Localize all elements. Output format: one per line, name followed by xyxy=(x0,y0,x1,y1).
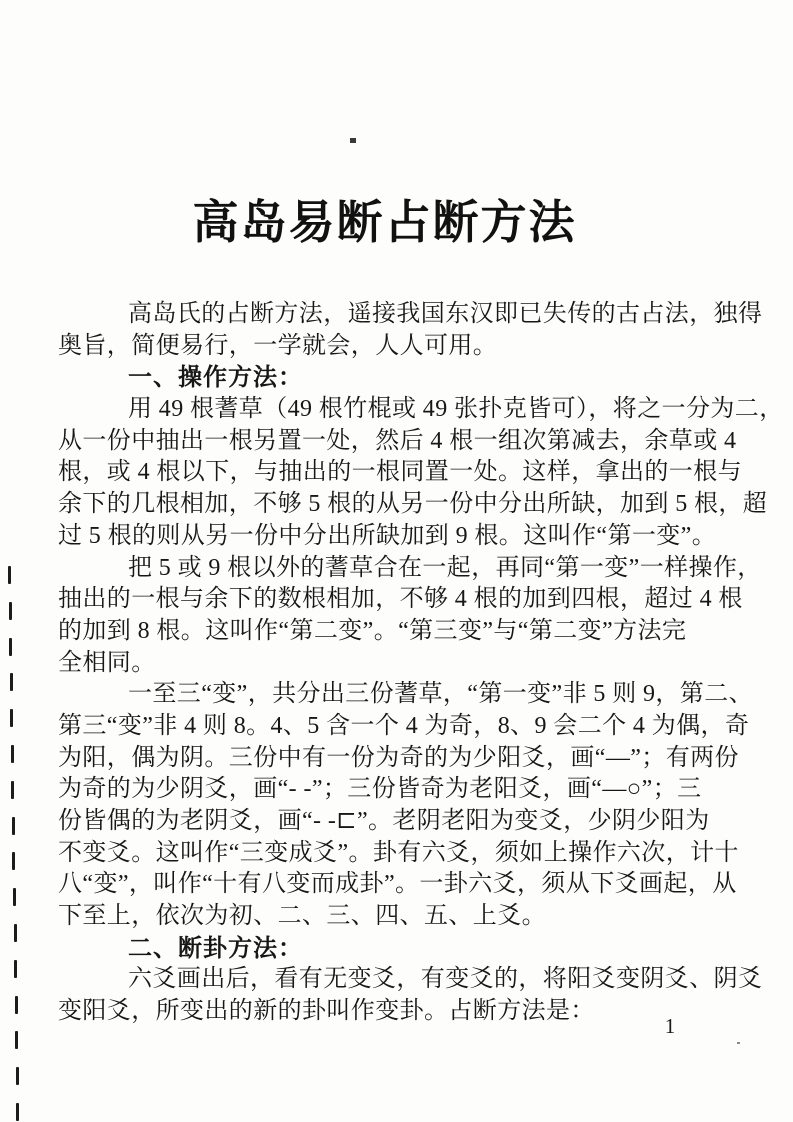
text-line: 根，或 4 根以下，与抽出的一根同置一处。这样，拿出的一根与 xyxy=(58,459,742,486)
binding-mark xyxy=(10,673,13,691)
binding-mark xyxy=(10,709,13,727)
page-number: 1 xyxy=(664,1014,676,1038)
text-line: 全相同。 xyxy=(58,649,156,676)
section-heading: 二、断卦方法： xyxy=(128,934,303,962)
text-line: 的加到 8 根。这叫作“第二变”。“第三变”与“第二变”方法完 xyxy=(58,617,687,644)
binding-mark xyxy=(11,781,14,799)
binding-mark xyxy=(13,888,16,906)
binding-mark xyxy=(8,566,11,584)
text-line: 变阳爻，所变出的新的卦叫作变卦。占断方法是： xyxy=(58,998,595,1025)
text-line: 为奇的为少阴爻，画“- -”；三份皆奇为老阳爻，画“—○”；三 xyxy=(58,776,702,803)
scan-speck xyxy=(350,138,356,143)
text-line: 一至三“变”，共分出三份蓍草，“第一变”非 5 则 9，第二、 xyxy=(128,681,754,708)
text-line: 份皆偶的为老阴爻，画“- -⊏”。老阴老阳为变爻，少阴少阳为 xyxy=(58,808,710,834)
scan-speck xyxy=(737,1042,740,1044)
text-line: 把 5 或 9 根以外的蓍草合在一起，再同“第一变”一样操作， xyxy=(128,554,762,581)
text-line: 第三“变”非 4 则 8。4、5 含一个 4 为奇，8、9 会二个 4 为偶，奇 xyxy=(58,712,750,739)
text-line: 六爻画出后，看有无变爻，有变爻的，将阳爻变阴爻、阴爻 xyxy=(128,966,763,993)
text-line: 抽出的一根与余下的数根相加，不够 4 根的加到四根，超过 4 根 xyxy=(58,586,743,613)
text-line: 下至上，依次为初、二、三、四、五、上爻。 xyxy=(58,903,546,930)
text-block xyxy=(58,299,784,1028)
text-line: 奥旨，简便易行，一学就会，人人可用。 xyxy=(58,332,498,359)
text-line: 过 5 根的则从另一份中分出所缺加到 9 根。这叫作“第一变”。 xyxy=(58,522,717,549)
text-line: 为阳，偶为阴。三份中有一份为奇的为少阳爻，画“—”；有两份 xyxy=(58,744,739,771)
text-line: 不变爻。这叫作“三变成爻”。卦有六爻，须如上操作六次，计十 xyxy=(58,839,739,866)
page-title: 高岛易断占断方法 xyxy=(192,197,577,248)
binding-mark xyxy=(12,852,15,870)
binding-mark xyxy=(9,638,12,656)
text-line: 八“变”，叫作“十有八变而成卦”。一卦六爻，须从下爻画起，从 xyxy=(58,871,737,898)
binding-mark xyxy=(14,924,17,942)
text-line: 用 49 根蓍草（49 根竹棍或 49 张扑克皆可），将之一分为二， xyxy=(128,396,784,423)
section-heading: 一、操作方法： xyxy=(128,364,303,392)
binding-mark xyxy=(15,996,18,1014)
text-line: 余下的几根相加，不够 5 根的从另一份中分出所缺，加到 5 根，超 xyxy=(58,491,768,518)
text-line: 从一份中抽出一根另置一处，然后 4 根一组次第减去，余草或 4 xyxy=(58,427,737,454)
binding-mark xyxy=(11,745,14,763)
binding-mark xyxy=(12,817,15,835)
binding-mark xyxy=(15,1031,18,1049)
binding-mark xyxy=(16,1103,19,1121)
binding-mark xyxy=(16,1067,19,1085)
text-line: 高岛氏的占断方法，遥接我国东汉即已失传的古占法，独得 xyxy=(128,301,763,327)
binding-mark xyxy=(9,602,12,620)
binding-mark xyxy=(14,960,17,978)
